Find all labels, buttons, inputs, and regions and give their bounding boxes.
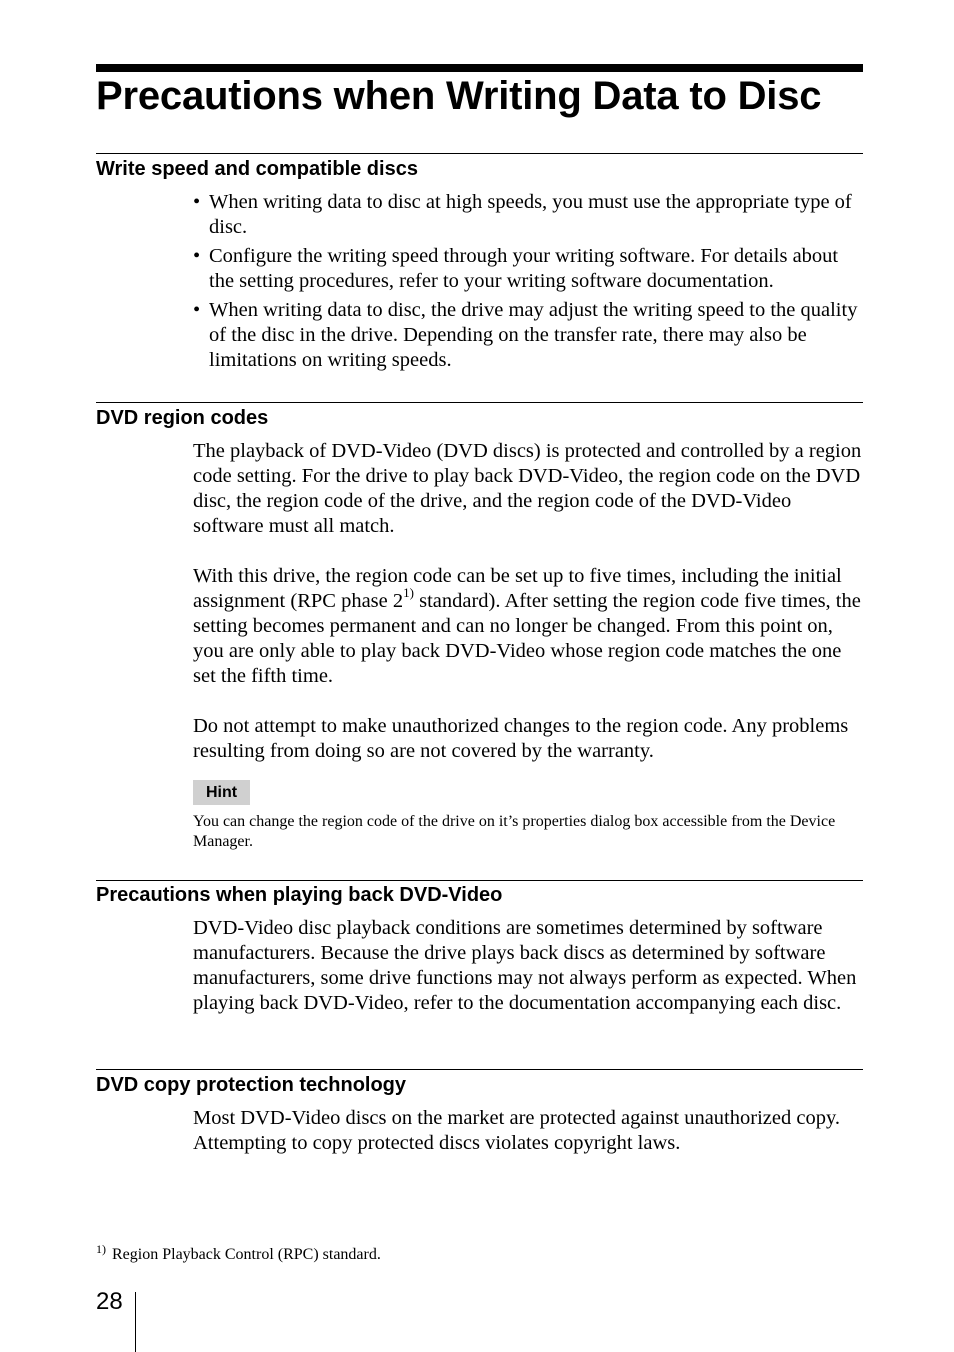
footnote-text: Region Playback Control (RPC) standard. <box>112 1246 381 1263</box>
region-paragraph-3: Do not attempt to make unauthorized changes to the region code. Any problems resulting from doing so are not covered by the warranty. <box>193 715 849 762</box>
footnote-reference: 1) <box>403 585 414 601</box>
list-item: • Configure the writing speed through your writing software. For details about the setting procedures, refer to your writing software documentation. <box>193 245 839 292</box>
section-heading-region-codes: DVD region codes <box>96 407 269 429</box>
section-divider <box>96 880 863 881</box>
section-divider <box>96 402 863 403</box>
list-item: • When writing data to disc at high speeds, you must use the appropriate type of disc. <box>193 191 852 238</box>
hint-label: Hint <box>193 780 250 805</box>
section-heading-copy-protection: DVD copy protection technology <box>96 1074 407 1096</box>
bullet-icon: • <box>193 191 201 213</box>
region-paragraph-1: The playback of DVD-Video (DVD discs) is protected and controlled by a region code setting. For the drive to play back DVD-Video, the region code on the DVD disc, the region code of the drive, and the region code of the DVD-Video software must all match. <box>193 440 862 537</box>
write-speed-list <box>193 190 863 373</box>
playback-paragraph: DVD-Video disc playback conditions are sometimes determined by software manufacturers. Because the drive plays back discs as determined by software manufacturers, some drive functions may not always perform as expected. When playing back DVD-Video, refer to the documentation accompanying each disc. <box>193 917 857 1014</box>
region-paragraph-2: With this drive, the region code can be set up to five times, including the initial assignment (RPC phase 2$^{1)}$ standard). After setting the region code five times, the setting becomes permanent and can no longer be changed. From this point on, you are only able to play back DVD-Video whose region code matches the one set the fifth time. <box>193 565 861 687</box>
write-speed-body <box>193 190 863 377</box>
page-title: Precautions when Writing Data to Disc <box>96 74 822 118</box>
hint-text: You can change the region code of the drive on it’s properties dialog box accessible from the Device Manager. <box>193 813 836 850</box>
section-heading-playback: Precautions when playing back DVD-Video <box>96 884 503 906</box>
region-body <box>193 439 863 764</box>
page-number: 28 <box>96 1288 123 1315</box>
page-number-divider <box>135 1292 136 1352</box>
section-heading-write-speed: Write speed and compatible discs <box>96 158 418 180</box>
copy-paragraph: Most DVD-Video discs on the market are protected against unauthorized copy. Attempting to copy protected discs violates copyright laws. <box>193 1107 840 1154</box>
footnote <box>96 1244 381 1266</box>
playback-body <box>193 916 863 1016</box>
list-item: • When writing data to disc, the drive may adjust the writing speed to the quality of the disc in the drive. Depending on the transfer rate, there may also be limitations on writing speeds. <box>193 299 858 371</box>
bullet-icon: • <box>193 299 201 321</box>
section-divider <box>96 1069 863 1070</box>
footnote-mark: 1) <box>96 1242 106 1256</box>
bullet-icon: • <box>193 245 201 267</box>
section-divider <box>96 153 863 154</box>
copy-body <box>193 1106 863 1156</box>
